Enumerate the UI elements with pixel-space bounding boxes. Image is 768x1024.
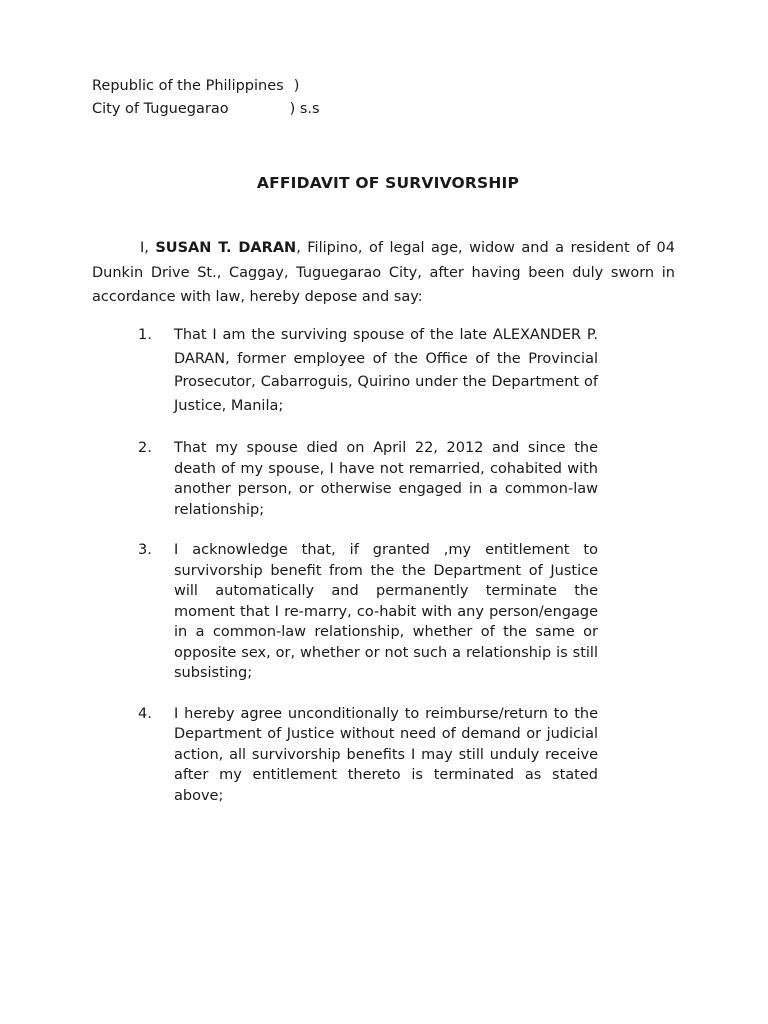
list-item-number: 4. <box>138 705 152 722</box>
list-item-number: 1. <box>138 327 152 343</box>
venue-line-republic <box>92 75 320 98</box>
affiant-name: SUSAN T. DARAN <box>155 240 297 256</box>
venue-republic-label: Republic of the Philippines <box>92 78 284 94</box>
list-item-number: 2. <box>138 440 152 456</box>
venue-line-city <box>92 98 320 121</box>
intro-prefix: I, <box>140 240 156 256</box>
list-item-text: That my spouse died on April 22, 2012 and since the death of my spouse, I have not remarried, cohabited with another person, or otherwise engaged in a common-law relationship; <box>174 440 598 518</box>
list-item <box>138 704 598 807</box>
venue-city-suffix: ) s.s <box>289 101 320 117</box>
venue-republic-suffix: ) <box>293 78 300 94</box>
list-item <box>138 324 598 418</box>
intro-text: , Filipino, of legal age, widow and a resident of 04 Dunkin Drive St., Caggay, Tuguegarao City, after having been duly sworn in accordance with law, hereby depose and say: <box>92 240 676 305</box>
list-item <box>138 438 598 520</box>
numbered-list <box>138 324 598 806</box>
venue-block <box>92 75 320 121</box>
document-title: AFFIDAVIT OF SURVIVORSHIP <box>256 174 520 192</box>
list-item-number: 3. <box>138 542 152 558</box>
list-item-text: I acknowledge that, if granted ,my entitlement to survivorship benefit from the the Department of Justice will automatically and permanently terminate the moment that I re-marry, co-habit with any person/engage in a common-law relationship, whether of the same or opposite sex, or, whether or not such a relationship is still subsisting; <box>174 542 598 681</box>
list-item <box>138 540 598 684</box>
list-item-text: That I am the surviving spouse of the late ALEXANDER P. DARAN, former employee of the Office of the Provincial Prosecutor, Cabarroguis, Quirino under the Department of Justice, Manila; <box>174 327 598 414</box>
venue-city-label: City of Tuguegarao <box>92 101 229 117</box>
intro-paragraph <box>92 236 675 310</box>
list-item-text: I hereby agree unconditionally to reimburse/return to the Department of Justice without need of demand or judicial action, all survivorship benefits I may still unduly receive after my entitlement thereto is terminated as stated above; <box>174 705 598 804</box>
